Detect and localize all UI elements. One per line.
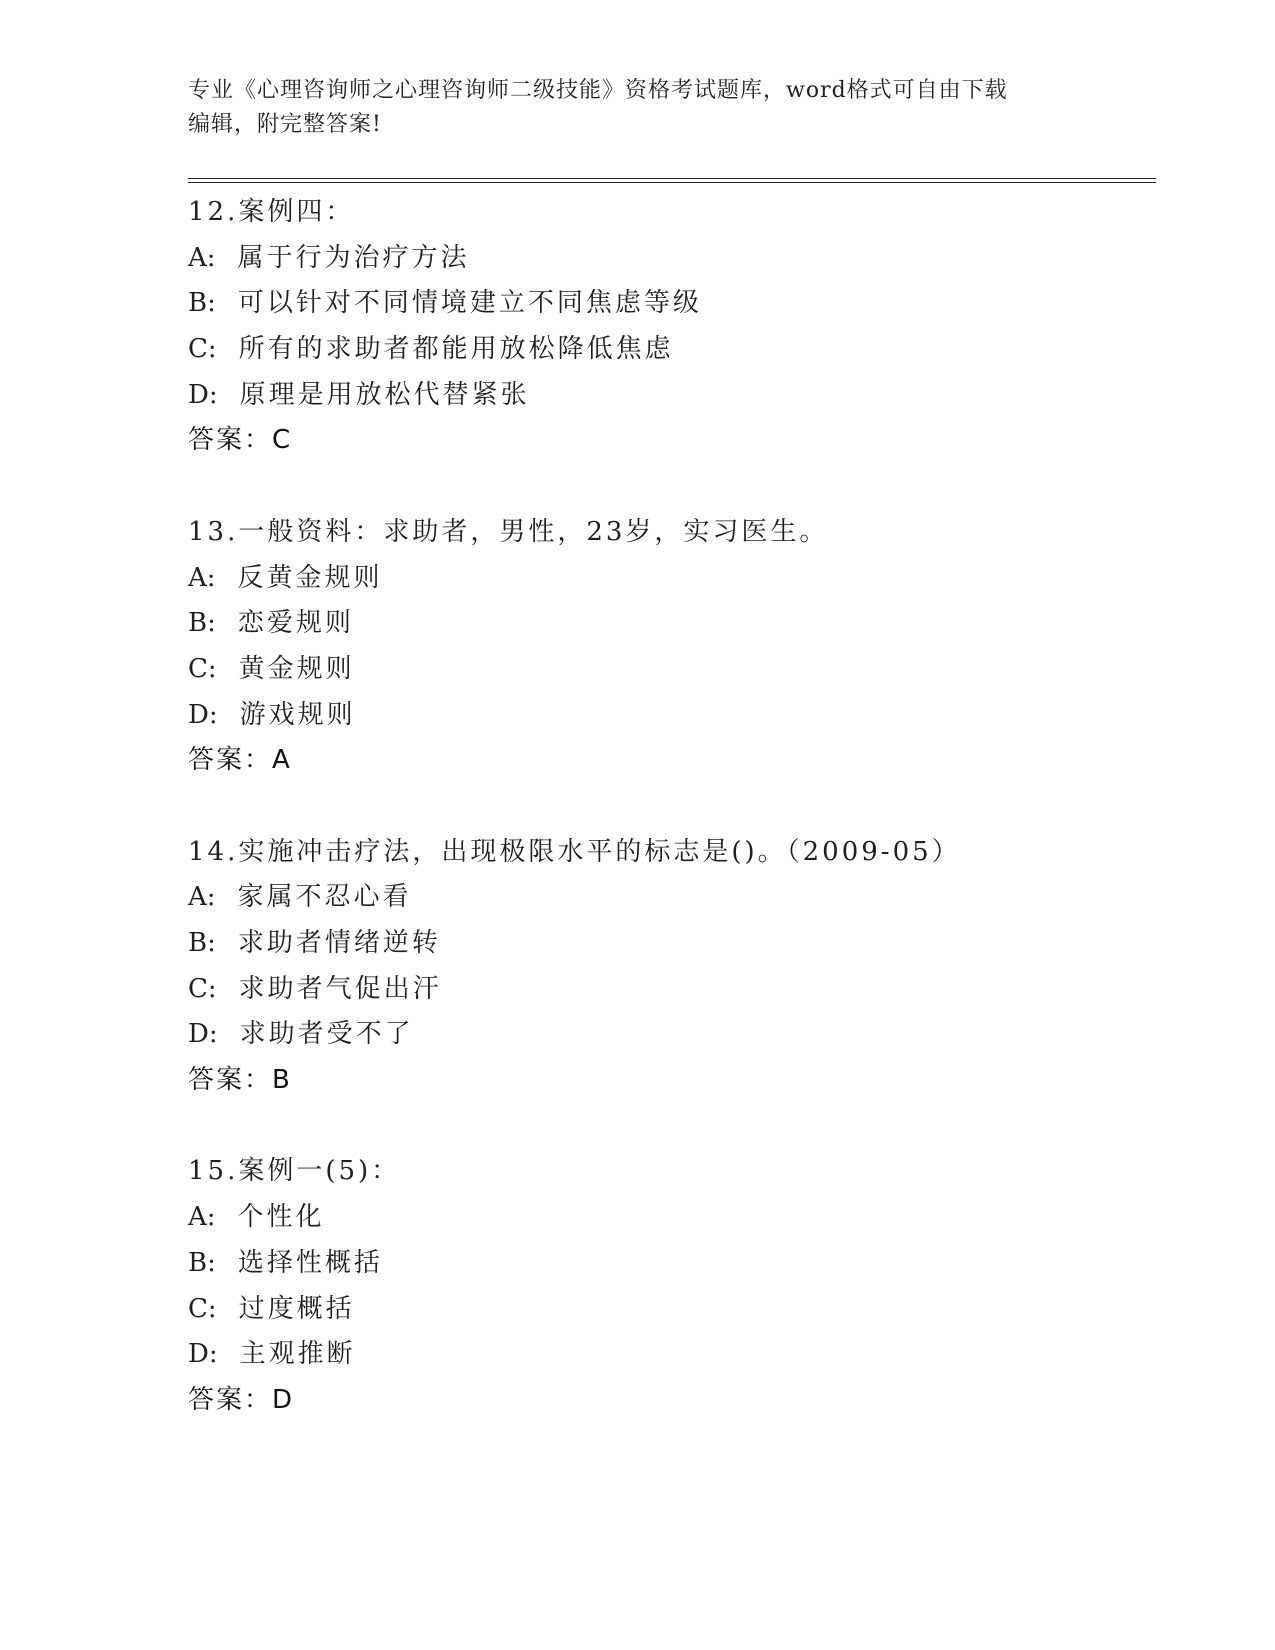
option-letter: D: <box>188 379 218 410</box>
option-letter: A: <box>188 562 216 593</box>
option-letter: C: <box>188 973 217 1004</box>
option-d <box>188 1012 1148 1058</box>
option-letter: C: <box>188 1293 217 1324</box>
option-d <box>188 373 1148 419</box>
option-letter: D: <box>188 1019 218 1050</box>
option-text: 个性化 <box>237 1202 325 1233</box>
option-a <box>188 236 1148 282</box>
question-stem: 12.案例四： <box>188 197 355 227</box>
answer-label: 答案： <box>188 1384 273 1415</box>
option-a <box>188 1195 1148 1241</box>
answer-line <box>188 738 1148 784</box>
option-c <box>188 327 1148 373</box>
answer-label: 答案： <box>188 425 273 456</box>
question-15 <box>188 1149 1148 1423</box>
option-letter: A: <box>188 242 216 273</box>
header-line-1: 专业《心理咨询师之心理咨询师二级技能》资格考试题库，word格式可自由下载 <box>188 78 1008 103</box>
option-d <box>188 693 1148 739</box>
option-c <box>188 1287 1148 1333</box>
option-text: 家属不忍心看 <box>237 882 412 913</box>
option-letter: C: <box>188 653 217 684</box>
option-text: 属于行为治疗方法 <box>237 242 470 273</box>
option-b <box>188 1241 1148 1287</box>
option-text: 原理是用放松代替紧张 <box>239 379 530 410</box>
option-letter: B: <box>188 1247 216 1278</box>
question-12 <box>188 190 1148 464</box>
header-line-2: 编辑，附完整答案! <box>188 112 382 137</box>
option-letter: B: <box>188 928 216 958</box>
option-letter: D: <box>188 1339 218 1370</box>
option-text: 游戏规则 <box>239 699 356 730</box>
option-text: 所有的求助者都能用放松降低焦虑 <box>238 334 674 365</box>
answer-value: C <box>272 425 291 456</box>
header-double-rule <box>188 178 1156 183</box>
option-text: 可以针对不同情境建立不同焦虑等级 <box>237 288 702 319</box>
question-14 <box>188 830 1148 1104</box>
option-letter: A: <box>188 1202 216 1233</box>
option-b <box>188 921 1148 967</box>
question-spacer <box>188 1104 1148 1150</box>
question-stem: 15.案例一(5)： <box>188 1156 401 1187</box>
question-spacer <box>188 464 1148 510</box>
option-letter: B: <box>188 608 216 639</box>
question-stem: 14.实施冲击疗法，出现极限水平的标志是()。（2009-05） <box>188 836 961 867</box>
option-d <box>188 1332 1148 1378</box>
answer-line <box>188 418 1148 464</box>
question-stem: 13.一般资料：求助者，男性，23岁，实习医生。 <box>188 516 829 547</box>
option-letter: A: <box>188 882 216 913</box>
answer-value: B <box>272 1065 290 1096</box>
option-text: 恋爱规则 <box>237 608 354 639</box>
answer-line <box>188 1058 1148 1104</box>
answer-label: 答案： <box>188 1065 273 1096</box>
option-a <box>188 556 1148 602</box>
answer-value: D <box>272 1384 293 1415</box>
option-text: 求助者受不了 <box>239 1019 414 1050</box>
question-spacer <box>188 784 1148 830</box>
option-letter: B: <box>188 288 216 319</box>
option-text: 反黄金规则 <box>237 562 383 593</box>
option-letter: C: <box>188 334 217 365</box>
document-header <box>188 74 1088 142</box>
option-b <box>188 601 1148 647</box>
answer-value: A <box>272 745 290 776</box>
option-text: 主观推断 <box>239 1339 356 1370</box>
option-text: 选择性概括 <box>237 1247 383 1278</box>
option-a <box>188 875 1148 921</box>
answer-line <box>188 1378 1148 1424</box>
answer-label: 答案： <box>188 745 273 776</box>
option-c <box>188 967 1148 1013</box>
option-text: 过度概括 <box>238 1293 355 1324</box>
question-13 <box>188 510 1148 784</box>
option-text: 求助者气促出汗 <box>238 973 442 1004</box>
option-letter: D: <box>188 699 218 730</box>
option-b <box>188 281 1148 327</box>
option-text: 求助者情绪逆转 <box>237 928 441 958</box>
option-text: 黄金规则 <box>238 653 355 684</box>
question-list <box>188 190 1148 1424</box>
option-c <box>188 647 1148 693</box>
